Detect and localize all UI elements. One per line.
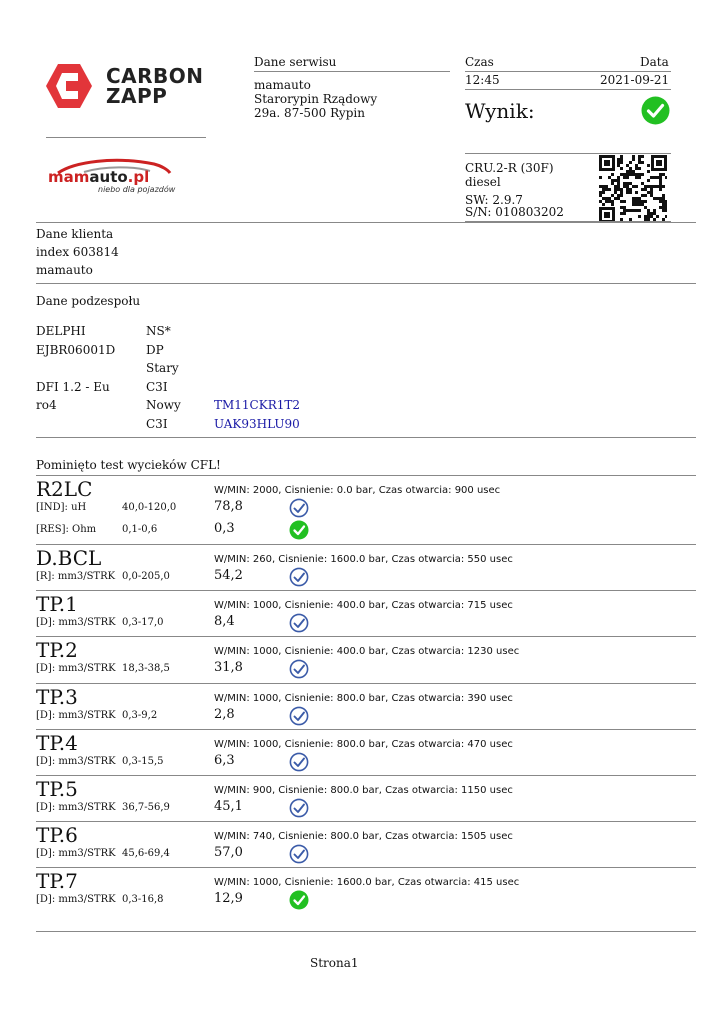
test-row-label: [D]: mm3/STRK <box>36 755 116 767</box>
test-row-range: 40,0-120,0 <box>122 502 177 513</box>
test-row-value: 12,9 <box>214 891 243 907</box>
component-col2: C3I <box>146 379 168 394</box>
test-divider <box>36 475 696 476</box>
test-name: D.BCL <box>36 546 102 570</box>
device-sn: S/N: 010803202 <box>465 205 564 219</box>
logo-part-mam: mam <box>48 168 90 186</box>
check-outline-icon <box>289 613 309 633</box>
test-params: W/MIN: 740, Cisnienie: 800.0 bar, Czas otwarcia: 1505 usec <box>214 831 513 843</box>
test-row-value: 31,8 <box>214 660 243 676</box>
result-pass-icon <box>641 96 670 125</box>
date-value: 2021-09-21 <box>600 73 670 87</box>
test-row-value: 2,8 <box>214 706 235 722</box>
test-row-range: 0,3-9,2 <box>122 709 158 721</box>
mamauto-logo <box>48 158 178 198</box>
test-row-label: [IND]: uH <box>36 502 87 513</box>
carbon-zapp-logo <box>44 62 204 110</box>
logo-part-pl: .pl <box>127 168 150 186</box>
service-address1: Starorypin Rządowy <box>254 92 378 106</box>
test-divider <box>36 636 696 637</box>
skipped-note: Pominięto test wycieków CFL! <box>36 458 221 472</box>
component-heading: Dane podzespołu <box>36 294 141 308</box>
test-name: TP.3 <box>36 684 78 709</box>
test-row-label: [RES]: Ohm <box>36 524 97 535</box>
test-divider <box>36 821 696 822</box>
check-outline-icon <box>289 659 309 679</box>
check-outline-icon <box>289 706 309 726</box>
test-row-range: 0,3-15,5 <box>122 755 164 767</box>
check-pass-icon <box>289 890 309 910</box>
test-name: R2LC <box>36 477 93 501</box>
test-row-range: 0,0-205,0 <box>122 571 170 582</box>
check-outline-icon <box>289 844 309 864</box>
device-fuel: diesel <box>465 175 501 189</box>
device-model: CRU.2-R (30F) <box>465 161 554 175</box>
brand-line1: CARBON <box>106 64 204 88</box>
test-row-value: 6,3 <box>214 752 235 768</box>
test-row-range: 0,1-0,6 <box>122 524 158 535</box>
test-divider <box>36 867 696 868</box>
test-divider <box>36 729 696 730</box>
test-params: W/MIN: 1000, Cisnienie: 1600.0 bar, Czas otwarcia: 415 usec <box>214 877 520 889</box>
test-row-value: 57,0 <box>214 845 243 861</box>
test-params: W/MIN: 1000, Cisnienie: 800.0 bar, Czas otwarcia: 390 usec <box>214 692 513 704</box>
client-index: index 603814 <box>36 245 119 259</box>
qr-code-icon <box>599 155 667 223</box>
test-row-label: [D]: mm3/STRK <box>36 663 116 675</box>
test-row-value: 45,1 <box>214 799 243 814</box>
service-name: mamauto <box>254 78 311 92</box>
test-row-range: 0,3-17,0 <box>122 617 164 629</box>
test-row-value: 8,4 <box>214 614 235 630</box>
check-outline-icon <box>289 567 309 587</box>
carbon-zapp-logo-icon <box>44 62 94 110</box>
test-params: W/MIN: 900, Cisnienie: 800.0 bar, Czas otwarcia: 1150 usec <box>214 785 513 796</box>
test-row-label: [D]: mm3/STRK <box>36 709 116 721</box>
test-name: TP.5 <box>36 777 78 801</box>
check-pass-icon <box>289 520 309 540</box>
test-row-label: [D]: mm3/STRK <box>36 848 116 860</box>
test-name: TP.1 <box>36 592 78 617</box>
test-name: TP.4 <box>36 730 78 755</box>
test-row-label: [D]: mm3/STRK <box>36 617 116 629</box>
component-col2: NS* <box>146 324 171 338</box>
test-params: W/MIN: 1000, Cisnienie: 400.0 bar, Czas otwarcia: 715 usec <box>214 600 513 612</box>
test-params: W/MIN: 1000, Cisnienie: 800.0 bar, Czas otwarcia: 470 usec <box>214 738 513 750</box>
time-label: Czas <box>465 55 494 69</box>
result-label: Wynik: <box>465 99 535 123</box>
logo-part-auto: auto <box>89 168 128 186</box>
component-col2: Nowy <box>146 398 181 412</box>
component-col2: Stary <box>146 361 179 375</box>
test-row-value: 78,8 <box>214 499 243 514</box>
check-outline-icon <box>289 498 309 518</box>
time-value: 12:45 <box>465 73 500 87</box>
test-row-value: 0,3 <box>214 521 235 536</box>
test-row-range: 45,6-69,4 <box>122 848 170 860</box>
test-name: TP.7 <box>36 869 78 894</box>
service-heading: Dane serwisu <box>254 55 337 69</box>
page-number: Strona1 <box>310 956 359 970</box>
test-name: TP.2 <box>36 638 78 663</box>
date-label: Data <box>640 55 669 69</box>
test-divider <box>36 775 696 776</box>
test-params: W/MIN: 260, Cisnienie: 1600.0 bar, Czas otwarcia: 550 usec <box>214 554 513 565</box>
client-heading: Dane klienta <box>36 227 114 241</box>
component-col1: DELPHI <box>36 324 86 338</box>
component-col1: ro4 <box>36 398 57 412</box>
device-sw: SW: 2.9.7 <box>465 193 523 207</box>
test-row-range: 18,3-38,5 <box>122 663 170 675</box>
test-divider <box>36 683 696 684</box>
test-row-label: [R]: mm3/STRK <box>36 571 116 582</box>
component-col3: UAK93HLU90 <box>214 416 300 431</box>
brand-line2: ZAPP <box>106 84 168 108</box>
logo-tagline: niebo dla pojazdów <box>98 185 176 194</box>
test-row-value: 54,2 <box>214 568 243 583</box>
test-row-label: [D]: mm3/STRK <box>36 894 116 906</box>
test-row-range: 0,3-16,8 <box>122 894 164 906</box>
component-col1: EJBR06001D <box>36 342 116 357</box>
component-col2: DP <box>146 342 164 357</box>
client-name: mamauto <box>36 263 93 277</box>
component-col1: DFI 1.2 - Eu <box>36 379 110 394</box>
test-row-range: 36,7-56,9 <box>122 802 170 813</box>
test-row-label: [D]: mm3/STRK <box>36 802 116 813</box>
test-params: W/MIN: 1000, Cisnienie: 400.0 bar, Czas otwarcia: 1230 usec <box>214 646 520 658</box>
test-params: W/MIN: 2000, Cisnienie: 0.0 bar, Czas otwarcia: 900 usec <box>214 485 501 496</box>
component-col2: C3I <box>146 416 168 431</box>
test-name: TP.6 <box>36 823 78 848</box>
service-address2: 29a. 87-500 Rypin <box>254 106 365 120</box>
check-outline-icon <box>289 798 309 818</box>
component-col3: TM11CKR1T2 <box>214 398 301 412</box>
test-divider <box>36 590 696 591</box>
test-divider <box>36 544 696 545</box>
check-outline-icon <box>289 752 309 772</box>
